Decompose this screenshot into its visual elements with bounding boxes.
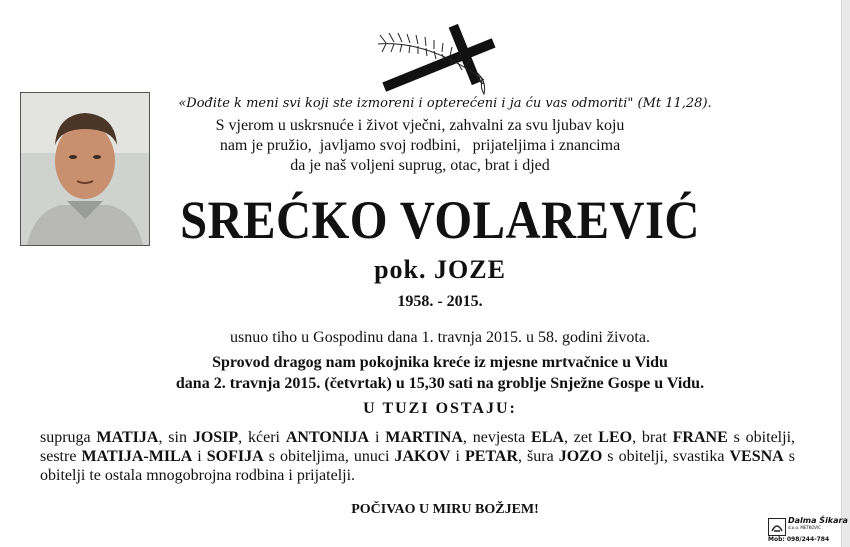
mourner-name: SOFIJA: [206, 448, 264, 465]
text-fragment: , brat: [632, 429, 673, 446]
bible-quote: «Dođite k meni svi koji ste izmoreni i opterećeni i ja ću vas odmoriti" (Mt 11,28).: [178, 96, 712, 111]
mourner-name: PETAR: [464, 448, 518, 465]
mourner-name: FRANE: [672, 429, 728, 446]
text-fragment: s obitelji, sestre: [40, 429, 796, 465]
mourner-name: MARTINA: [385, 429, 463, 446]
text-fragment: i: [369, 429, 386, 446]
agency-name: Dalma Šikara: [788, 516, 848, 525]
deceased-name: SREĆKO VOLAREVIĆ: [180, 190, 700, 250]
funeral-agency-stamp: [768, 516, 848, 543]
text-fragment: , zet: [563, 429, 599, 446]
text-fragment: , šura: [518, 448, 559, 465]
text-fragment: , sin: [158, 429, 193, 446]
mourner-name: ELA: [531, 429, 564, 446]
mourner-name: JOZO: [558, 448, 603, 465]
mourner-name: ANTONIJA: [285, 429, 370, 446]
mourner-name: JAKOV: [394, 448, 451, 465]
agency-logo-icon: [768, 518, 786, 536]
announcement-intro: [160, 116, 680, 176]
text-fragment: i: [450, 448, 465, 465]
text-fragment: s obiteljima, unuci: [263, 448, 395, 465]
cross-with-palm-icon: [372, 20, 504, 98]
funeral-info: [60, 352, 820, 394]
mourner-name: VESNA: [729, 448, 784, 465]
text-fragment: s obitelji, svastika: [602, 448, 730, 465]
page-edge: [841, 0, 850, 547]
deceased-photo: [20, 92, 150, 246]
closing-blessing: POČIVAO U MIRU BOŽJEM!: [351, 502, 539, 517]
text-fragment: , nevjesta: [462, 429, 532, 446]
mourner-name: LEO: [598, 429, 633, 446]
text-fragment: i: [192, 448, 207, 465]
mourners-list: [40, 428, 795, 485]
funeral-line: dana 2. travnja 2015. (četvrtak) u 15,30 sati na groblje Snježne Gospe u Vidu.: [175, 375, 705, 392]
text-fragment: supruga: [40, 429, 97, 446]
intro-line: da je naš voljeni suprug, otac, brat i djed: [290, 157, 550, 174]
death-notice: usnuo tiho u Gospodinu dana 1. travnja 2015. u 58. godini života.: [230, 329, 650, 346]
intro-line: nam je pružio, javljamo svoj rodbini, prijateljima i znancima: [219, 137, 621, 154]
intro-line: S vjerom u uskrsnuće i život vječni, zahvalni za svu ljubav koju: [215, 117, 625, 134]
mourner-name: JOSIP: [192, 429, 239, 446]
mourners-heading: U TUZI OSTAJU:: [363, 400, 517, 417]
mourner-name: MATIJA: [96, 429, 159, 446]
father-name: pok. JOZE: [374, 255, 506, 284]
agency-subtitle: d.o.o. METKOVIĆ: [788, 525, 821, 530]
mourner-name: MATIJA-MILA: [81, 448, 193, 465]
text-fragment: s obitelji te ostala mnogobrojna rodbina i prijatelji.: [40, 448, 795, 484]
agency-phone: Mob: 098/244-784: [768, 536, 830, 543]
text-fragment: , kćeri: [238, 429, 286, 446]
life-years: 1958. - 2015.: [397, 293, 483, 310]
funeral-line: Sprovod dragog nam pokojnika kreće iz mjesne mrtvačnice u Vidu: [212, 354, 668, 371]
